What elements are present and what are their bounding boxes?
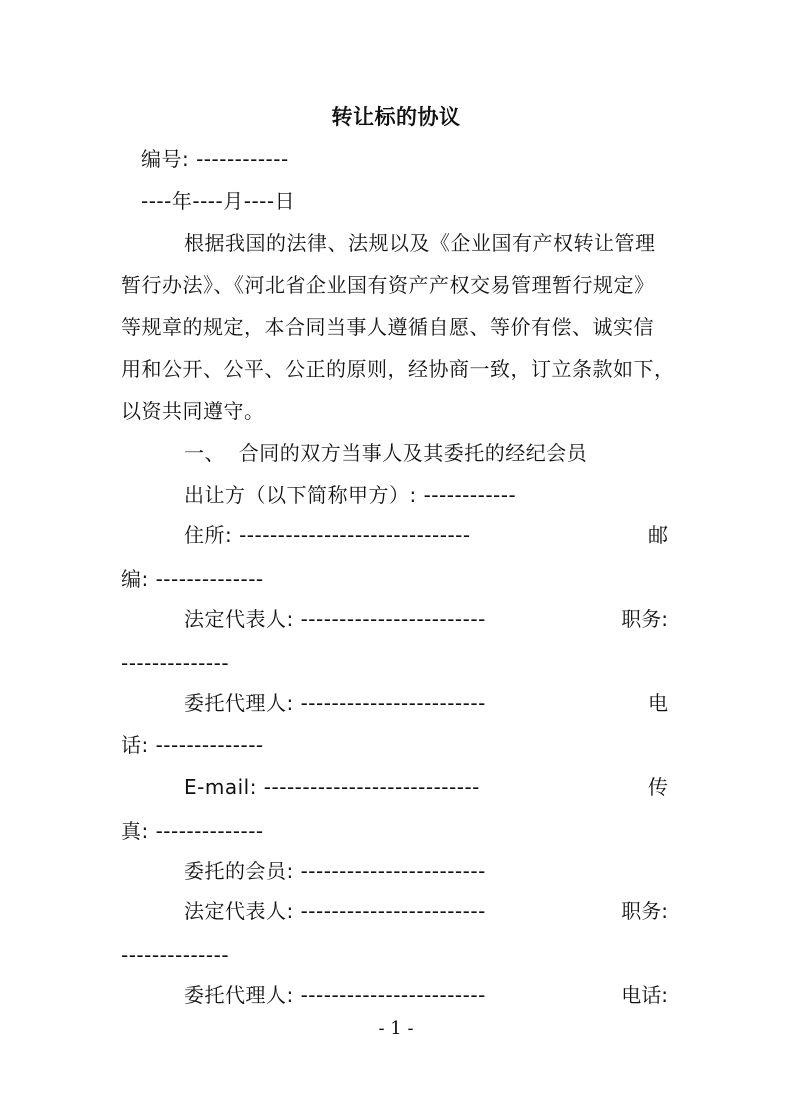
document-title: 转让标的协议 xyxy=(331,104,461,129)
paragraph-line-3: 等规章的规定，本合同当事人遵循自愿、等价有偿、诚实信 xyxy=(121,315,654,339)
phone-line: 话: -------------- xyxy=(121,733,264,757)
legal-rep-line: 法定代表人: ------------------------ xyxy=(184,607,486,631)
legal-rep-dash: -------------- xyxy=(121,651,230,675)
email-tail: 传 xyxy=(648,775,668,799)
page-number: - 1 - xyxy=(378,1018,414,1039)
paragraph-line-5: 以资共同遵守。 xyxy=(121,399,265,423)
paragraph-line-4: 用和公开、公平、公正的原则，经协商一致，订立条款如下， xyxy=(121,357,675,381)
address-tail: 邮 xyxy=(648,523,668,547)
legal-rep2-dash: -------------- xyxy=(121,943,230,967)
seller-line: 出让方（以下简称甲方）: ------------ xyxy=(184,483,517,507)
legal-rep-tail: 职务: xyxy=(621,607,668,631)
agent-line: 委托代理人: ------------------------ xyxy=(184,691,486,715)
agent2-tail: 电话: xyxy=(621,983,668,1007)
paragraph-line-1: 根据我国的法律、法规以及《企业国有产权转让管理 xyxy=(184,231,656,255)
agent2-line: 委托代理人: ------------------------ xyxy=(184,983,486,1007)
address-line: 住所: ------------------------------ xyxy=(184,523,471,547)
date-line: ----年----月----日 xyxy=(141,189,296,213)
legal-rep2-tail: 职务: xyxy=(621,899,668,923)
postal-line: 编: -------------- xyxy=(121,567,264,591)
legal-rep2-line: 法定代表人: ------------------------ xyxy=(184,899,486,923)
email-line: E-mail: ---------------------------- xyxy=(184,775,480,799)
member-line: 委托的会员: ------------------------ xyxy=(184,859,486,883)
code-line: 编号: ------------ xyxy=(141,147,289,171)
agent-tail: 电 xyxy=(648,691,668,715)
paragraph-line-2: 暂行办法》、《河北省企业国有资产产权交易管理暂行规定》 xyxy=(121,273,655,297)
section-title: 一、 合同的双方当事人及其委托的经纪会员 xyxy=(184,441,588,465)
fax-line: 真: -------------- xyxy=(121,819,264,843)
